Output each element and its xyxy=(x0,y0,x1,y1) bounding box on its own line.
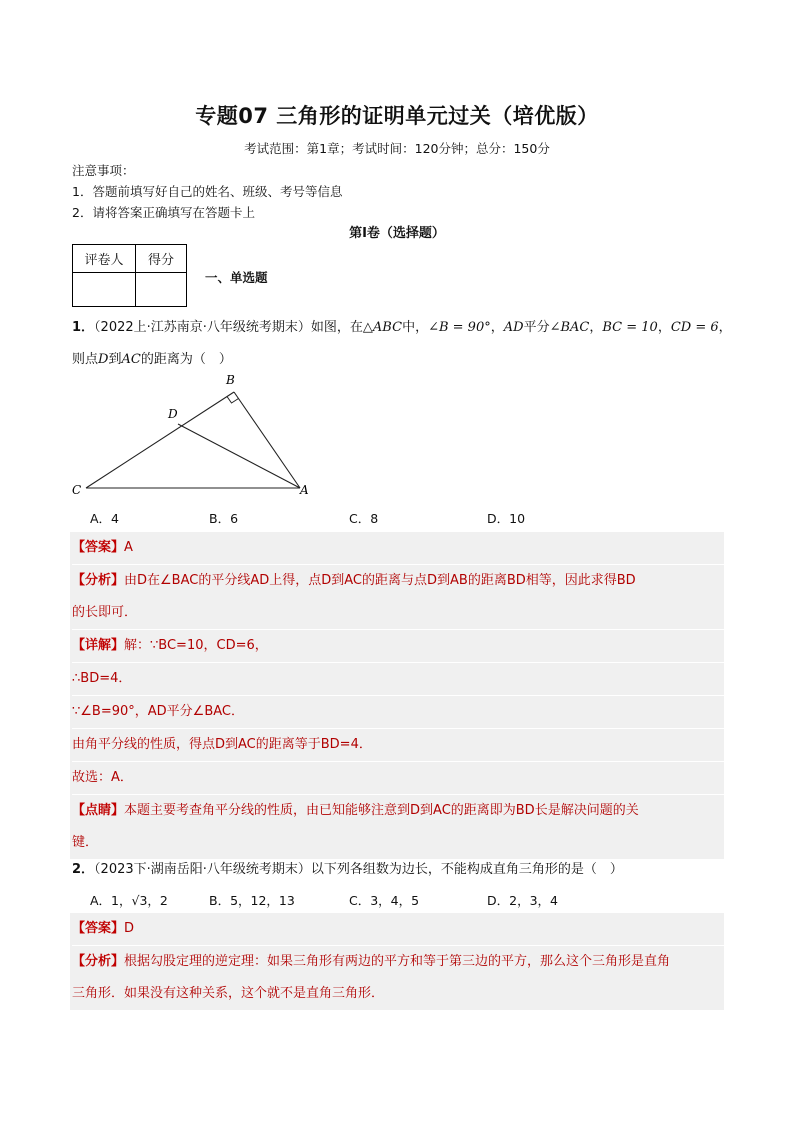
q1-stem-line2 xyxy=(72,348,732,367)
label-b: B xyxy=(226,373,235,387)
answer-tag: 【答案】 xyxy=(72,540,125,555)
notes-heading: 注意事项： xyxy=(72,163,135,178)
segment-ba xyxy=(234,392,300,488)
q1-angle-b: ∠B = 90° xyxy=(428,320,491,335)
score-header-score: 得分 xyxy=(136,245,187,273)
q1-cd: CD = 6 xyxy=(670,320,719,335)
q2-answer: D xyxy=(124,921,135,936)
q1-ad: AD xyxy=(503,320,524,335)
notes-item: 1．答题前填写好自己的姓名、班级、考号等信息 xyxy=(72,184,343,199)
right-angle-mark xyxy=(227,397,239,404)
segment-ad xyxy=(178,424,300,488)
exam-info: 考试范围：第1章；考试时间：120分钟；总分：150分 xyxy=(244,141,550,156)
score-cell-score xyxy=(136,273,187,307)
q1-option-d: D．10 xyxy=(487,511,526,526)
q1-stem-line1 xyxy=(72,316,732,335)
q1-source: （2022上·江苏南京·八年级统考期末） xyxy=(94,320,311,335)
q1-text: 中， xyxy=(402,320,429,335)
q1-number: 1． xyxy=(72,320,95,335)
q2-option-d: D．2，3，4 xyxy=(487,893,558,908)
q1-text: 的距离为（ ） xyxy=(140,352,232,367)
q2-option-b: B．5，12，13 xyxy=(209,893,295,908)
q1-detail-text: ∵∠B=90°，AD平分∠BAC． xyxy=(72,704,244,719)
q1-detail-row-5 xyxy=(72,761,724,794)
q1-detail-text: 故选：A． xyxy=(72,770,133,785)
label-d: D xyxy=(168,407,178,421)
q1-triangle: △ABC xyxy=(362,320,403,335)
q1-option-c: C．8 xyxy=(349,511,379,526)
q2-answer-row xyxy=(72,913,724,945)
section-title: 一、单选题 xyxy=(205,270,268,285)
q1-option-b: B．6 xyxy=(209,511,239,526)
q1-detail-row-3 xyxy=(72,695,724,728)
q2-text: 以下列各组数为边长，不能构成直角三角形的是（ ） xyxy=(310,862,623,877)
q1-comment-row xyxy=(72,794,724,827)
q2-option-a: A．1，√3，2 xyxy=(90,893,168,908)
q1-text: 则点 xyxy=(72,352,99,367)
q1-text: ， xyxy=(490,320,504,335)
q2-analysis-text: 根据勾股定理的逆定理：如果三角形有两边的平方和等于第三边的平方，那么这个三角形是直角 xyxy=(124,954,671,969)
q2-option-c: C．3，4，5 xyxy=(349,893,420,908)
q1-analysis-row xyxy=(72,564,724,597)
q2-number: 2． xyxy=(72,862,95,877)
q1-text: 如图，在 xyxy=(310,320,363,335)
q2-analysis-row xyxy=(72,945,724,978)
score-cell-grader xyxy=(73,273,136,307)
q1-segment-ac: AC xyxy=(121,352,141,367)
answer-tag: 【答案】 xyxy=(72,921,125,936)
q1-answer: A xyxy=(124,540,133,555)
q2-analysis-row-2 xyxy=(72,978,724,1010)
triangle-figure xyxy=(60,368,330,500)
q1-detail-row-2 xyxy=(72,662,724,695)
q1-comment-row-2 xyxy=(72,827,724,859)
q1-analysis-text: 由D在∠BAC的平分线AD上得，点D到AC的距离与点D到AB的距离BD相等，因此求得BD xyxy=(124,573,636,588)
volume-title: 第I卷（选择题） xyxy=(349,226,445,241)
q1-detail-row-4 xyxy=(72,728,724,761)
notes-item: 2．请将答案正确填写在答题卡上 xyxy=(72,205,255,220)
q1-option-a: A．4 xyxy=(90,511,120,526)
q2-stem xyxy=(72,858,732,877)
document-title: 专题07 三角形的证明单元过关（培优版） xyxy=(195,104,599,128)
q1-text: 平分 xyxy=(523,320,550,335)
q1-analysis-row-2 xyxy=(72,597,724,629)
q1-analysis-text: 的长即可． xyxy=(72,605,138,620)
q1-detail-text: 解：∵BC=10，CD=6， xyxy=(124,638,268,653)
q1-detail-row xyxy=(72,629,724,662)
q1-answer-block xyxy=(70,532,724,859)
segment-cb xyxy=(86,392,234,488)
comment-tag: 【点睛】 xyxy=(72,803,125,818)
q1-text: 到 xyxy=(108,352,122,367)
q1-text: ， xyxy=(718,320,732,335)
detail-tag: 【详解】 xyxy=(72,638,125,653)
q2-analysis-text: 三角形．如果没有这种关系，这个就不是直角三角形． xyxy=(72,986,385,1001)
q1-answer-row xyxy=(72,532,724,564)
label-c: C xyxy=(72,483,82,497)
label-a: A xyxy=(300,483,309,497)
score-header-grader: 评卷人 xyxy=(73,245,136,273)
q1-text: ， xyxy=(589,320,603,335)
q1-point-d: D xyxy=(98,352,109,367)
analysis-tag: 【分析】 xyxy=(72,954,125,969)
analysis-tag: 【分析】 xyxy=(72,573,125,588)
q2-source: （2023下·湖南岳阳·八年级统考期末） xyxy=(94,862,311,877)
q1-detail-text: 由角平分线的性质，得点D到AC的距离等于BD=4． xyxy=(72,737,372,752)
q1-comment-text: 本题主要考查角平分线的性质，由已知能够注意到D到AC的距离即为BD长是解决问题的关 xyxy=(124,803,639,818)
q1-comment-text: 键． xyxy=(72,835,99,850)
q1-detail-text: ∴BD=4． xyxy=(72,671,132,686)
q1-angle-bac: ∠BAC xyxy=(549,320,590,335)
q1-text: ， xyxy=(657,320,671,335)
q2-answer-block xyxy=(70,913,724,1010)
score-table xyxy=(72,244,187,307)
notes-block xyxy=(72,160,342,223)
q1-bc: BC = 10 xyxy=(602,320,658,335)
